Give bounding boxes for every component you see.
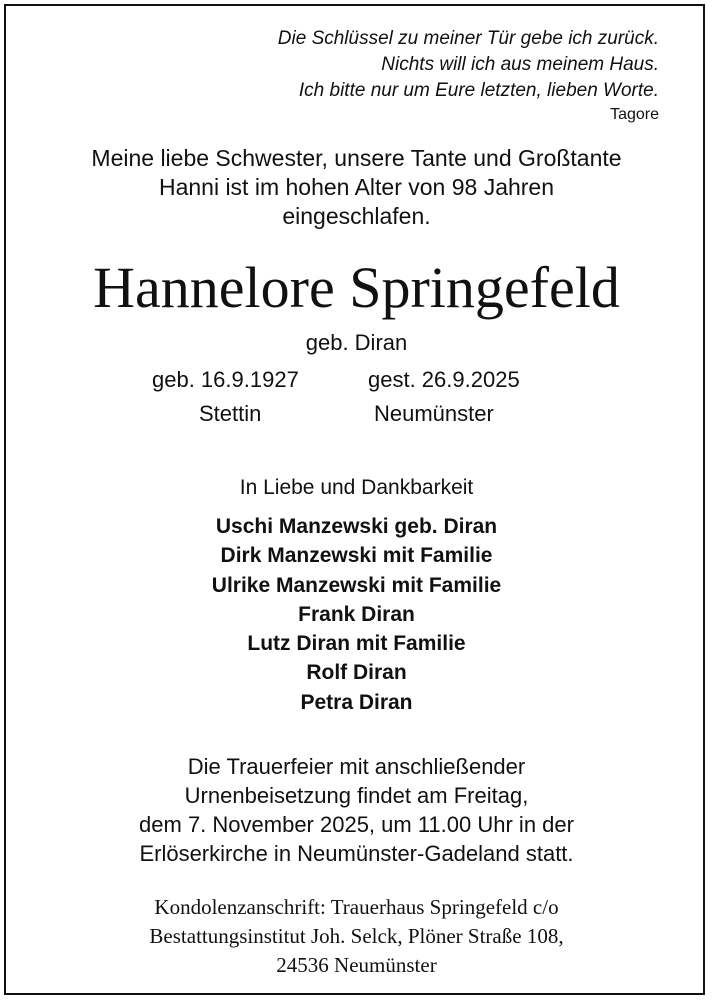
address-line: Kondolenzanschrift: Trauerhaus Springefeld c/o [154,895,559,919]
intro-line: Hanni ist im hohen Alter von 98 Jahren [158,174,555,200]
death-place: Neumünster [374,401,494,426]
birth-date: geb. 16.9.1927 [152,367,299,392]
quote-line: Die Schlüssel zu meiner Tür gebe ich zurück. [277,28,659,49]
mourner-name: Uschi Manzewski geb. Diran [215,515,498,538]
intro-line: eingeschlafen. [282,203,431,229]
service-line: dem 7. November 2025, um 11.00 Uhr in der [139,812,574,837]
service-info [0,752,713,868]
mourner-name: Frank Diran [298,602,415,626]
condolence-address [0,893,713,980]
mourner-name: Ulrike Manzewski mit Familie [211,573,502,597]
quote-author: Tagore [610,106,659,123]
mourner-name: Lutz Diran mit Familie [247,632,466,656]
mourner-name: Dirk Manzewski mit Familie [220,544,493,568]
mourner-name: Rolf Diran [306,661,407,685]
maiden-name: geb. Diran [305,330,408,355]
quote-block [278,26,659,104]
service-line: Urnenbeisetzung findet am Freitag, [184,783,529,808]
address-line: 24536 Neumünster [276,953,437,977]
quote-line: Nichts will ich aus meinem Haus. [381,54,659,75]
intro-line: Meine liebe Schwester, unsere Tante und Großtante [91,145,622,171]
deceased-name: Hannelore Springefeld [93,255,620,320]
intro-text [0,144,713,231]
mourner-name: Petra Diran [300,690,413,714]
service-line: Erlöserkirche in Neumünster-Gadeland statt. [139,841,574,866]
mourners-list [0,512,713,717]
death-date: gest. 26.9.2025 [368,367,520,392]
quote-line: Ich bitte nur um Eure letzten, lieben Worte. [298,80,659,101]
birth-place: Stettin [199,401,262,426]
address-line: Bestattungsinstitut Joh. Selck, Plöner Straße 108, [149,924,564,948]
service-line: Die Trauerfeier mit anschließender [187,754,526,779]
thanks-line: In Liebe und Dankbarkeit [239,476,474,499]
